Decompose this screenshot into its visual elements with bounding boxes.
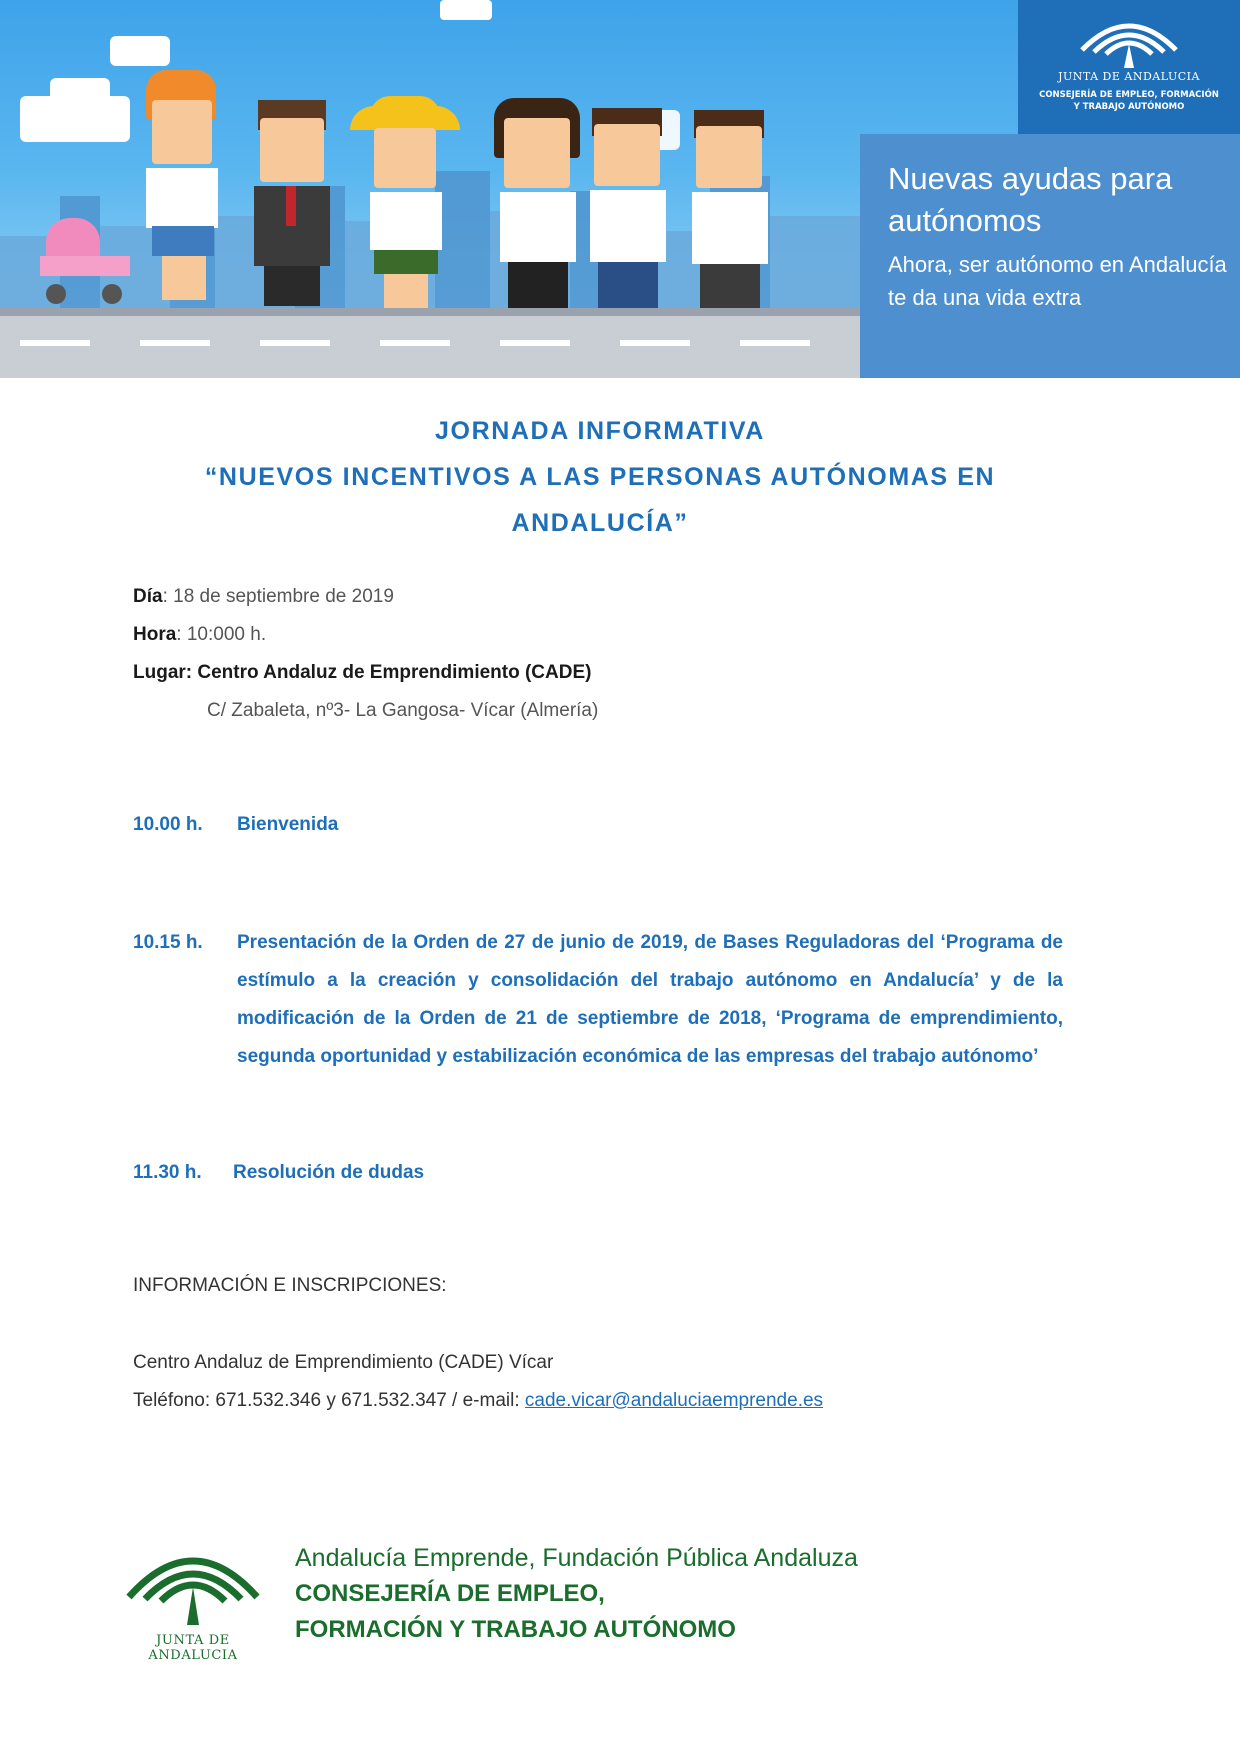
cloud-illustration [110, 36, 170, 66]
document-title [120, 408, 1080, 546]
character-woman-hard-hat [350, 96, 470, 310]
header-banner [0, 0, 1240, 378]
agenda-item [133, 1154, 424, 1192]
logo-name: JUNTA DE ANDALUCIA [1058, 70, 1200, 83]
stroller-illustration [36, 210, 136, 310]
agenda-text: Resolución de dudas [233, 1162, 425, 1183]
junta-logo-box [1018, 0, 1240, 134]
title-line: “NUEVOS INCENTIVOS A LAS PERSONAS AUTÓNOMAS EN [204, 463, 996, 491]
info-phone: Teléfono: 671.532.346 y 671.532.347 / e-mail: [133, 1390, 525, 1411]
agenda-time: 11.30 h. [133, 1162, 202, 1183]
character-man-suit [250, 100, 340, 310]
agenda-text: Bienvenida [237, 814, 339, 835]
footer-department: CONSEJERÍA DE EMPLEO, [295, 1580, 605, 1607]
character-woman-orange-hair [140, 70, 230, 310]
cloud-illustration [50, 78, 110, 108]
day-value: : 18 de septiembre de 2019 [162, 586, 394, 607]
character-woman-dark-hair [490, 98, 590, 310]
junta-de-andalucia-logo-icon [1074, 10, 1184, 68]
footer-logo [118, 1535, 268, 1663]
email-link[interactable]: cade.vicar@andaluciaemprende.es [524, 1390, 824, 1411]
character-man-shirt [688, 110, 778, 310]
time-value: : 10:000 h. [176, 624, 267, 645]
road [0, 308, 860, 378]
day-label: Día [133, 586, 163, 607]
event-details [133, 578, 598, 730]
title-line: ANDALUCÍA” [511, 509, 689, 537]
info-block [133, 1344, 823, 1420]
logo-dept-line: Y TRABAJO AUTÓNOMO [1073, 102, 1185, 112]
agenda-item [133, 924, 1063, 1076]
info-center: Centro Andaluz de Emprendimiento (CADE) Vícar [133, 1352, 554, 1373]
time-row [133, 616, 598, 654]
agenda-time: 10.00 h. [133, 814, 203, 835]
logo-department [1039, 89, 1219, 113]
day-row [133, 578, 598, 616]
place-row [133, 654, 598, 692]
footer-foundation: Andalucía Emprende, Fundación Pública Andaluza [295, 1544, 858, 1572]
footer-logo-name: JUNTA DE ANDALUCIA [148, 1633, 238, 1663]
footer-department: FORMACIÓN Y TRABAJO AUTÓNOMO [295, 1616, 736, 1643]
title-line: JORNADA INFORMATIVA [435, 417, 765, 445]
info-contact [133, 1382, 823, 1420]
agenda-item [133, 806, 338, 844]
agenda-text: Presentación de la Orden de 27 de junio de 2019, de Bases Reguladoras del ‘Programa de estímulo a la creación y consolidación del trabajo autónomo en Andalucía’ y de la modificación de la Orden de 21 de septiembre de 2018, ‘Programa de emprendimiento, segunda oportunidad y estabilización económica de las empresas del trabajo autónomo’ [237, 932, 1063, 1067]
place-label: Lugar: Centro Andaluz de Emprendimiento (CADE) [133, 662, 592, 683]
agenda-time: 10.15 h. [133, 932, 203, 953]
promo-panel [860, 134, 1240, 378]
time-label: Hora [133, 624, 177, 645]
logo-dept-line: CONSEJERÍA DE EMPLEO, FORMACIÓN [1039, 90, 1219, 100]
info-heading: INFORMACIÓN E INSCRIPCIONES: [133, 1275, 447, 1296]
footer-text [295, 1540, 858, 1648]
place-address: C/ Zabaleta, nº3- La Gangosa- Vícar (Almería) [207, 700, 599, 721]
junta-de-andalucia-logo-icon [123, 1535, 263, 1625]
cloud-illustration [440, 0, 492, 20]
promo-title: Nuevas ayudas para autónomos [888, 161, 1173, 238]
promo-subtitle: Ahora, ser autónomo en Andalucía te da una vida extra [888, 252, 1227, 310]
character-man-casual [586, 108, 676, 310]
